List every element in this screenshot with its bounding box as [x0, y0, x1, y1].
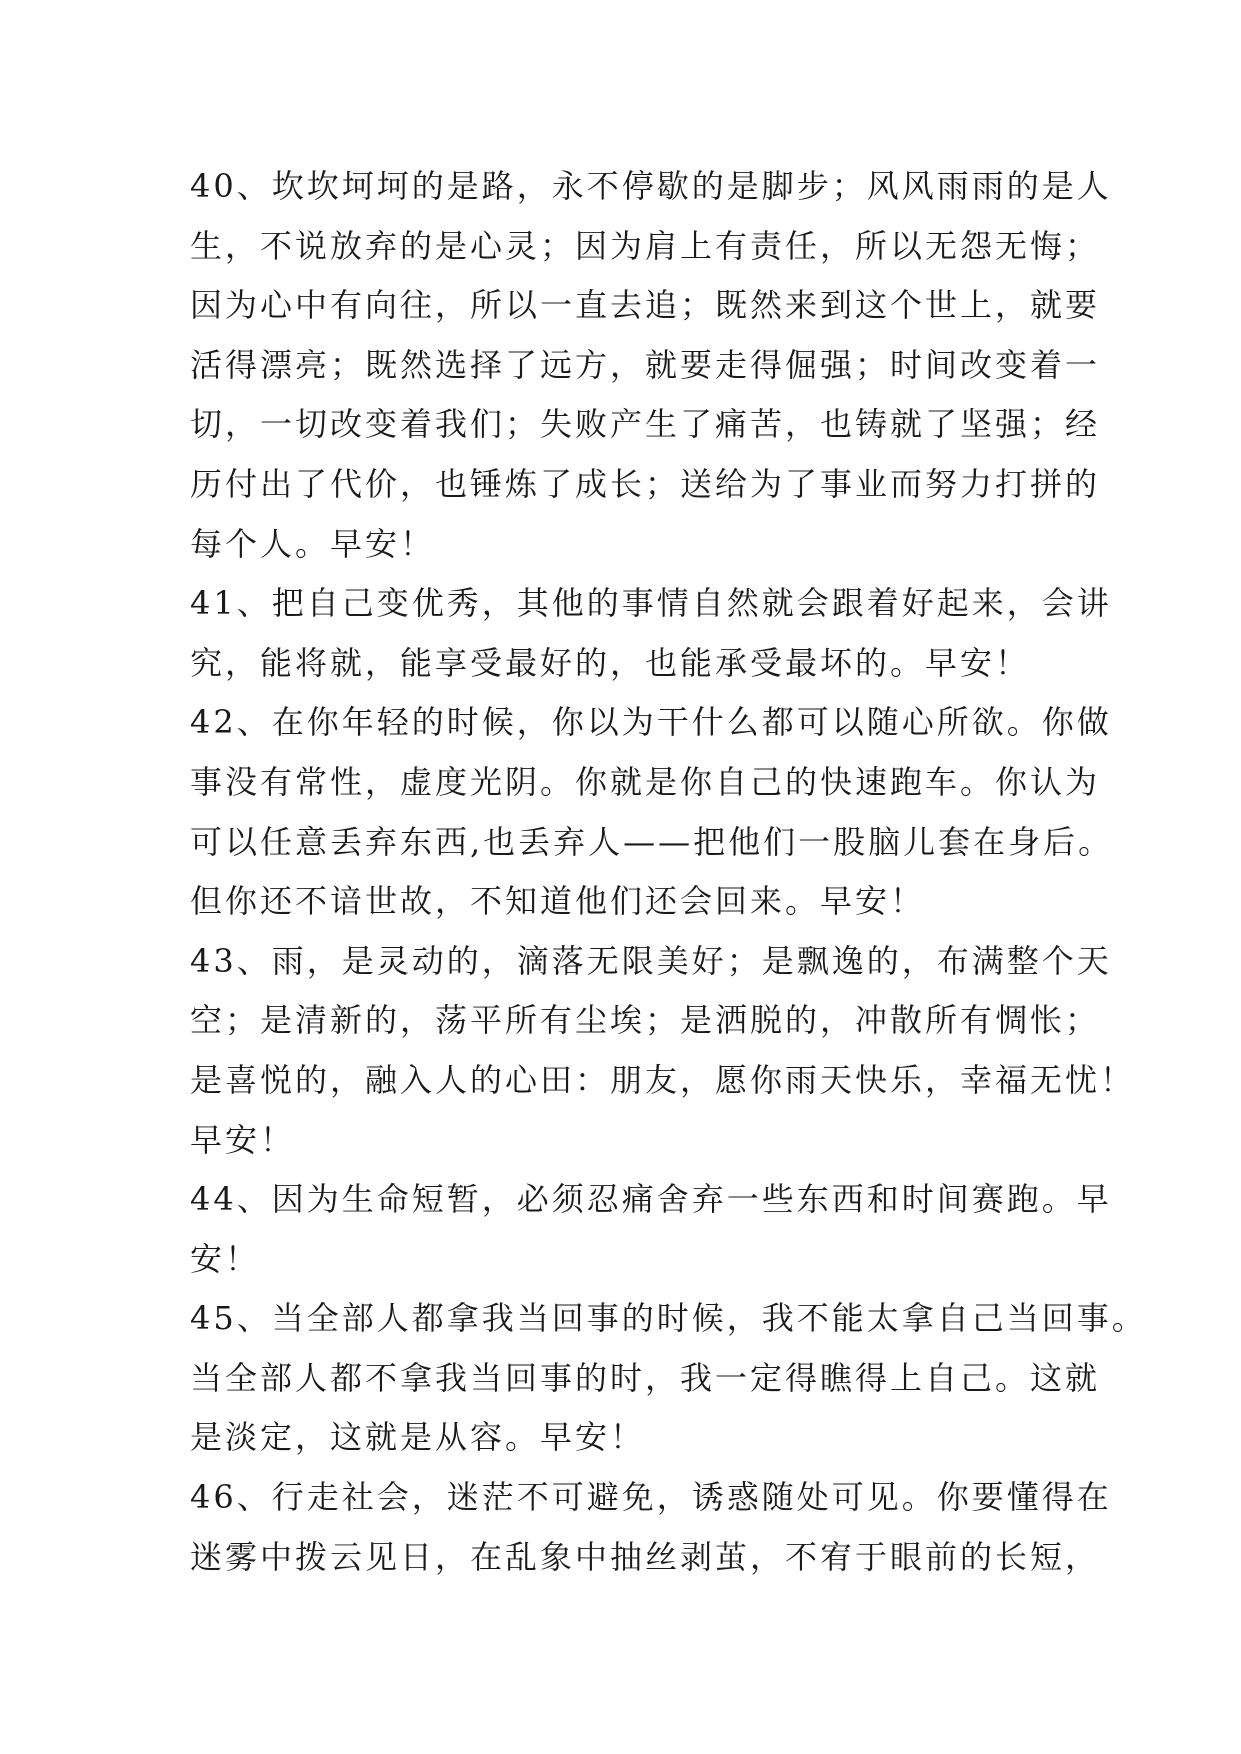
- text-line: 46、行走社会，迷茫不可避免，诱惑随处可见。你要懂得在: [190, 1478, 1112, 1517]
- text-line: 是喜悦的，融入人的心田：朋友，愿你雨天快乐，幸福无忧！: [190, 1060, 1136, 1099]
- text-line: 可以任意丢弃东西,也丢弃人——把他们一股脑儿套在身后。: [190, 822, 1114, 861]
- text-line: 空；是清新的，荡平所有尘埃；是洒脱的，冲散所有惆怅；: [190, 1001, 1101, 1040]
- text-line: 当全部人都不拿我当回事的时，我一定得瞧得上自己。这就: [190, 1358, 1101, 1397]
- text-line: 但你还不谙世故，不知道他们还会回来。早安！: [190, 882, 926, 921]
- text-line: 生，不说放弃的是心灵；因为肩上有责任，所以无怨无悔；: [190, 226, 1101, 265]
- text-line: 迷雾中拨云见日，在乱象中抽丝剥茧，不宥于眼前的长短，: [190, 1537, 1101, 1576]
- text-line: 因为心中有向往，所以一直去追；既然来到这个世上，就要: [190, 286, 1101, 325]
- text-line: 41、把自己变优秀，其他的事情自然就会跟着好起来，会讲: [190, 584, 1112, 623]
- text-line: 每个人。早安！: [190, 524, 436, 563]
- text-line: 43、雨，是灵动的，滴落无限美好；是飘逸的，布满整个天: [190, 941, 1112, 980]
- text-line: 早安！: [190, 1120, 296, 1159]
- text-line: 事没有常性，虚度光阴。你就是你自己的快速跑车。你认为: [190, 762, 1101, 801]
- text-line: 40、坎坎坷坷的是路，永不停歇的是脚步；风风雨雨的是人: [190, 167, 1112, 205]
- text-line: 42、在你年轻的时候，你以为干什么都可以随心所欲。你做: [190, 703, 1112, 742]
- text-line: 44、因为生命短暂，必须忍痛舍弃一些东西和时间赛跑。早: [190, 1180, 1112, 1219]
- text-line: 45、当全部人都拿我当回事的时候，我不能太拿自己当回事。: [190, 1299, 1147, 1338]
- text-line: 切，一切改变着我们；失败产生了痛苦，也铸就了坚强；经: [190, 405, 1101, 444]
- text-line: 活得漂亮；既然选择了远方，就要走得倔强；时间改变着一: [190, 345, 1101, 384]
- text-line: 安！: [190, 1239, 261, 1278]
- text-line: 究，能将就，能享受最好的，也能承受最坏的。早安！: [190, 643, 1031, 682]
- text-line: 历付出了代价，也锤炼了成长；送给为了事业而努力打拼的: [190, 464, 1101, 503]
- text-line: 是淡定，这就是从容。早安！: [190, 1418, 646, 1457]
- document-body-text: [190, 157, 1147, 1587]
